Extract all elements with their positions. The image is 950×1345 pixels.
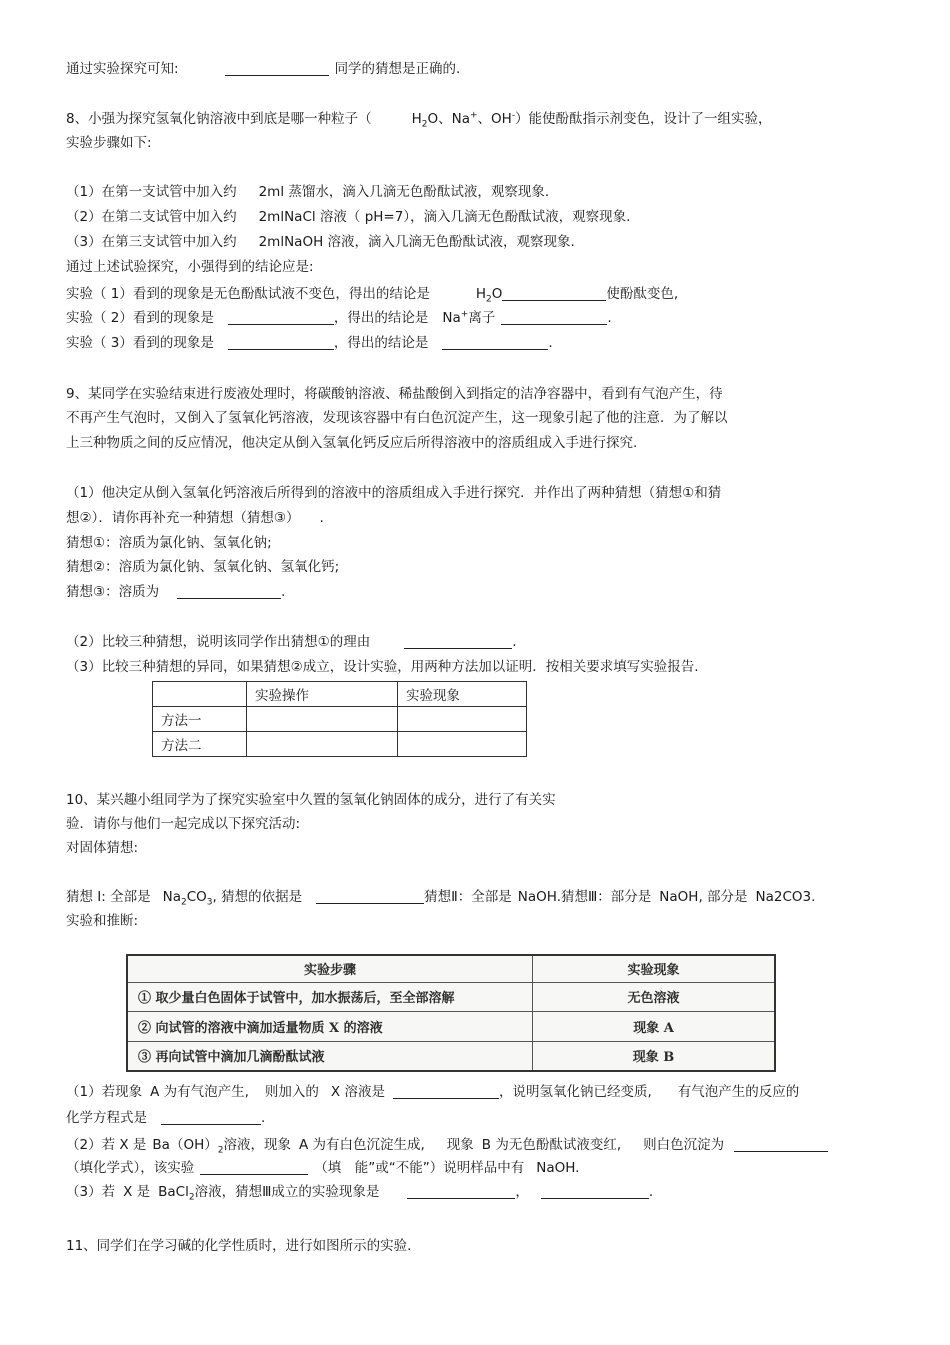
q9-para-2: 不再产生气泡时，又倒入了氢氧化钙溶液，发现该容器中有白色沉淀产生，这一现象引起了他的注意．为了解以: [66, 410, 728, 426]
q9-part-2: （2）比较三种猜想，说明该同学作出猜想①的理由 .: [66, 634, 517, 650]
q9-guess-2: 猜想②：溶质为氯化钠、氢氧化钠、氢氧化钙;: [66, 559, 340, 575]
table-cell: 现象 B: [533, 1041, 775, 1070]
q10-part-2-cont: （填化学式），该实验 （填 能”或“不能”）说明样品中有 NaOH.: [66, 1160, 580, 1176]
q8-step-2: （2）在第二支试管中加入约 2mlNaCl 溶液（ pH=7），滴入几滴无色酚酞试液，观察现象.: [66, 209, 631, 225]
q9-part-3: （3）比较三种猜想的异同，如果猜想②成立，设计实验，用两种方法加以证明．按相关要求填写实验报告.: [66, 659, 699, 675]
table-header: 实验操作: [247, 682, 398, 707]
answer-blank[interactable]: [541, 1184, 649, 1199]
table-cell[interactable]: [247, 707, 398, 732]
table-header: 实验现象: [398, 682, 527, 707]
answer-blank[interactable]: [393, 1084, 499, 1099]
q8-step-1: （1）在第一支试管中加入约 2ml 蒸馏水，滴入几滴无色酚酞试液，观察现象.: [66, 184, 550, 200]
answer-blank[interactable]: [161, 1110, 261, 1125]
q8-conclusion-1: 实验（ 1）看到的现象是无色酚酞试液不变色，得出的结论是 $H_2O$ 使酚酞变色,: [66, 286, 679, 305]
answer-blank[interactable]: [225, 61, 329, 76]
answer-blank[interactable]: [502, 286, 606, 301]
table-row-label: 方法二: [153, 732, 247, 757]
q10-guesses: 猜想 I: 全部是 $Na_2CO_3$, 猜想的依据是 猜想Ⅱ：全部是 NaOH.猜想Ⅲ：部分是 NaOH, 部分是 Na2CO3.: [66, 889, 816, 908]
q9-para-3: 上三种物质之间的反应情况，他决定从倒入氢氧化钙反应后所得溶液中的溶质组成入手进行探究.: [66, 435, 638, 451]
q10-part-2: （2）若 X 是 $Ba(OH)_2$溶液，现象 A 为有白色沉淀生成, 现象 B 为无色酚酞试液变红, 则白色沉淀为: [66, 1136, 828, 1154]
q8-conclusion-2: 实验（ 2）看到的现象是 ，得出的结论是 Na+离子 .: [66, 309, 612, 326]
table-row-label: 方法一: [153, 707, 247, 732]
table-cell: ① 取少量白色固体于试管中，加水振荡后，至全部溶解: [128, 982, 533, 1012]
answer-blank[interactable]: [501, 310, 607, 325]
q10-para-2: 验．请你与他们一起完成以下探究活动:: [66, 816, 301, 832]
q10-para-1: 10、某兴趣小组同学为了探究实验室中久置的氢氧化钠固体的成分，进行了有关实: [66, 792, 556, 808]
table-cell: 无色溶液: [533, 982, 775, 1012]
answer-blank[interactable]: [228, 310, 334, 325]
answer-blank[interactable]: [442, 335, 548, 350]
q8-steps-heading: 实验步骤如下:: [66, 135, 152, 151]
q9-guess-3: 猜想③：溶质为 .: [66, 584, 286, 600]
conclusion-line: 通过实验探究可知: 同学的猜想是正确的.: [66, 61, 461, 77]
table-cell: ③ 再向试管中滴加几滴酚酞试液: [128, 1041, 533, 1070]
q10-part-3: （3）若 X 是 BaCl$_2$溶液，猜想Ⅲ成立的实验现象是 ， .: [66, 1184, 654, 1203]
table-cell[interactable]: [398, 707, 527, 732]
q8-conclusion-heading: 通过上述试验探究，小强得到的结论应是:: [66, 259, 314, 275]
table-cell[interactable]: [398, 732, 527, 757]
q9-part-1-cont: 想②）．请你再补充一种猜想（猜想③） .: [66, 510, 324, 526]
table-cell: ② 向试管的溶液中滴加适量物质 X 的溶液: [128, 1012, 533, 1042]
q9-guess-1: 猜想①：溶质为氯化钠、氢氧化钠;: [66, 535, 272, 551]
table-header: 实验现象: [533, 956, 775, 982]
q10-inference-heading: 实验和推断:: [66, 913, 139, 929]
q8-intro: 8、小强为探究氢氧化钠溶液中到底是哪一种粒子（ $H_2O$、Na+、OH-）能使酚酞指示剂变色，设计了一组实验，: [66, 110, 772, 130]
q10-para-3: 对固体猜想:: [66, 840, 139, 856]
q10-part-1: （1）若现象 A 为有气泡产生, 则加入的 X 溶液是 ，说明氢氧化钠已经变质, 有气泡产生的反应的: [66, 1084, 800, 1100]
q10-part-1-cont: 化学方程式是 .: [66, 1110, 266, 1126]
answer-blank[interactable]: [177, 584, 281, 599]
q8-conclusion-3: 实验（ 3）看到的现象是 ，得出的结论是 .: [66, 335, 553, 351]
answer-blank[interactable]: [734, 1137, 828, 1152]
experiment-report-table: [152, 681, 527, 757]
answer-blank[interactable]: [200, 1160, 308, 1175]
q8-step-3: （3）在第三支试管中加入约 2mlNaOH 溶液，滴入几滴无色酚酞试液，观察现象.: [66, 234, 575, 250]
table-header: 实验步骤: [303, 963, 356, 979]
experiment-steps-table: [126, 954, 776, 1072]
answer-blank[interactable]: [316, 889, 424, 904]
q11-intro: 11、同学们在学习碱的化学性质时，进行如图所示的实验.: [66, 1238, 412, 1254]
q9-para-1: 9、某同学在实验结束进行废液处理时，将碳酸钠溶液、稀盐酸倒入到指定的洁净容器中，看到有气泡产生，待: [66, 386, 723, 402]
answer-blank[interactable]: [407, 1184, 515, 1199]
table-cell[interactable]: [247, 732, 398, 757]
answer-blank[interactable]: [228, 335, 334, 350]
table-cell: 现象 A: [533, 1012, 775, 1042]
answer-blank[interactable]: [404, 634, 512, 649]
q9-part-1: （1）他决定从倒入氢氧化钙溶液后所得到的溶液中的溶质组成入手进行探究．并作出了两种猜想（猜想①和猜: [66, 485, 722, 501]
